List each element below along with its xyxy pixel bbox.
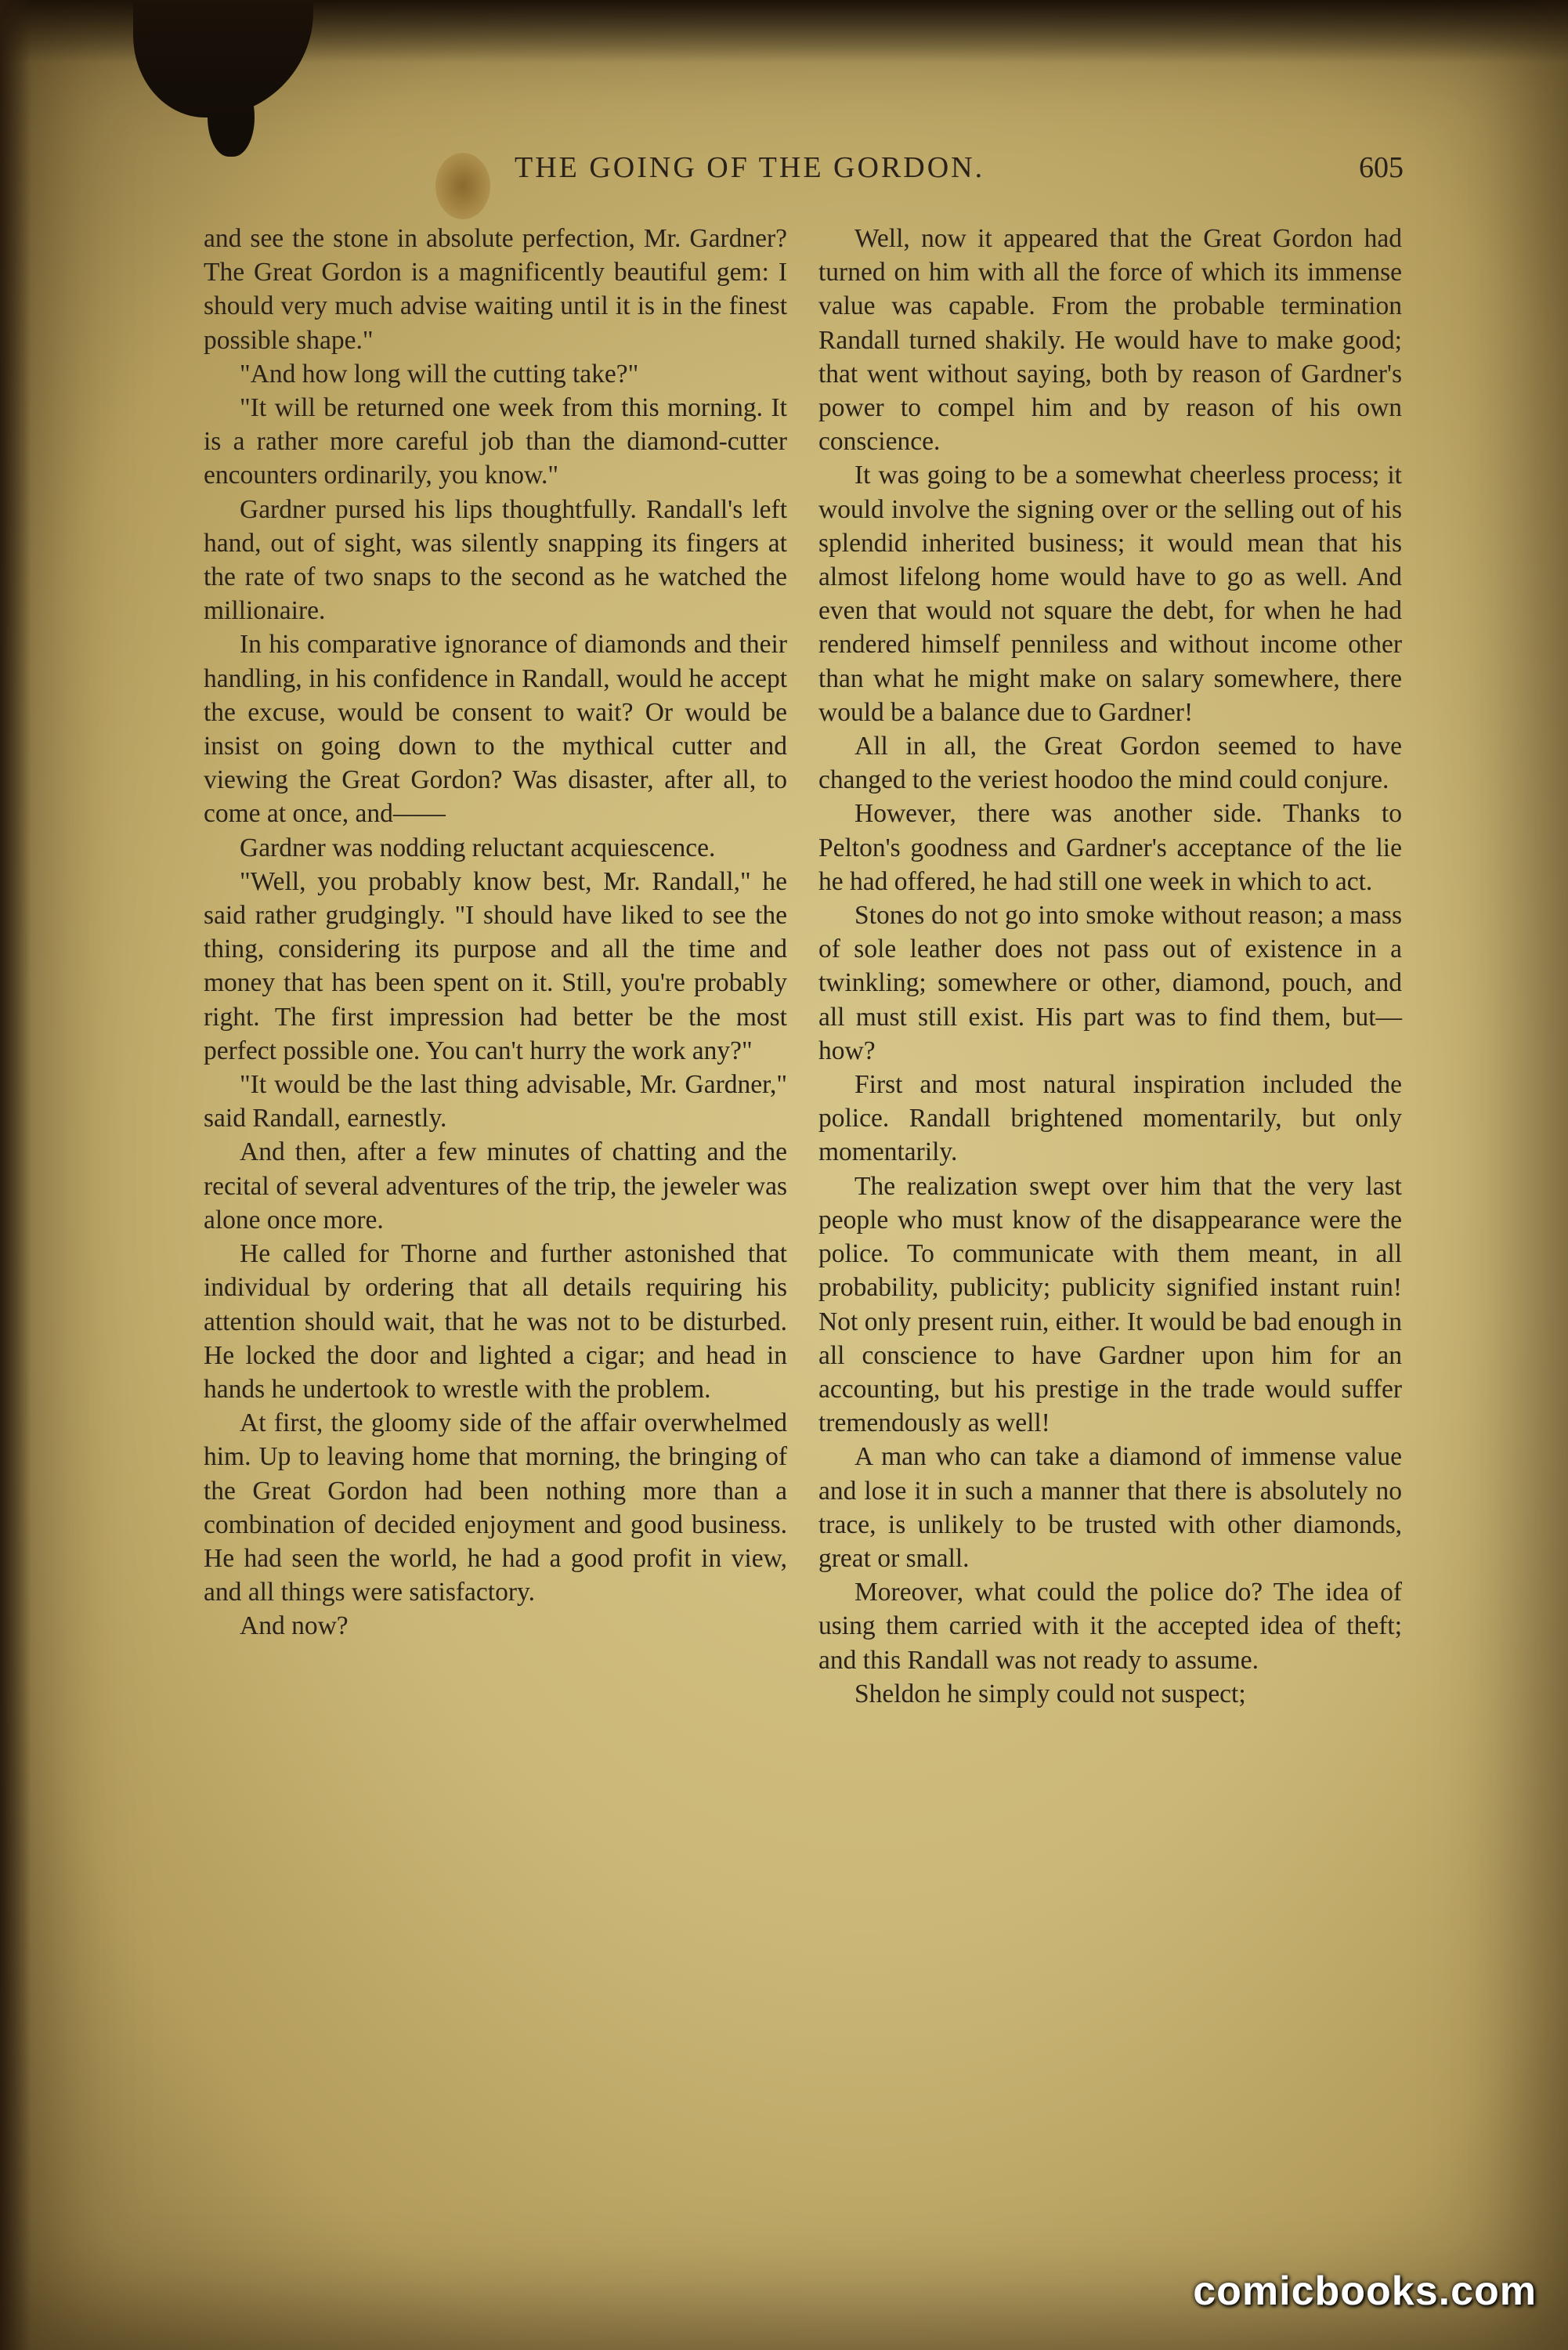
paragraph: "It will be returned one week from this morning. It is a rather more careful job than the diamond-cutter encounters ordinarily, you know." [204,393,787,490]
watermark: comicbooks.com [1193,2269,1537,2314]
paragraph: And now? [240,1611,349,1641]
running-title: THE GOING OF THE GORDON. [515,151,985,184]
paragraph: Well, now it appeared that the Great Gordon had turned on him with all the force of which its immense value was capable. From the probable termination Randall turned shakily. He would have to make good; that went without saying, both by reason of Gardner's power to compel him and by reason of his own conscience. [818,224,1402,457]
paragraph: It was going to be a somewhat cheerless process; it would involve the signing over or the selling out of his splendid inherited business; it would mean that his almost lifelong home would have to go as well. And even that would not square the debt, for when he had rendered himself penniless and without income other than what he might make on salary somewhere, there would be a balance due to Gardner! [818,461,1402,727]
right-column [818,222,1402,1711]
paragraph: "And how long will the cutting take?" [240,359,639,389]
paragraph: In his comparative ignorance of diamonds and their handling, in his confidence in Randall, would he accept the excuse, would be consent to wait? Or would be insist on going down to the mythical cutter and viewing the Great Gordon? Was disaster, after all, to come at once, and—— [204,630,787,829]
left-column [204,222,787,1643]
paragraph: The realization swept over him that the very last people who must know of the disappearance were the police. To communicate with them meant, in all probability, publicity; publicity signified instant ruin! Not only present ruin, either. It would be bad enough in all conscience to have Gardner upon him for an accounting, but his prestige in the trade would suffer tremendously as well! [818,1171,1402,1438]
paragraph: All in all, the Great Gordon seemed to have changed to the veriest hoodoo the mind could conjure. [818,732,1402,795]
page-header [205,150,1404,197]
paragraph: "It would be the last thing advisable, Mr. Gardner," said Randall, earnestly. [204,1070,787,1133]
paragraph: However, there was another side. Thanks to Pelton's goodness and Gardner's acceptance of the lie he had offered, he had still one week in which to act. [818,799,1402,896]
paragraph: And then, after a few minutes of chatting and the recital of several adventures of the trip, the jeweler was alone once more. [204,1137,787,1235]
paragraph: First and most natural inspiration included the police. Randall brightened momentarily, but only momentarily. [818,1070,1402,1167]
paragraph: A man who can take a diamond of immense value and lose it in such a manner that there is absolutely no trace, is unlikely to be trusted with other diamonds, great or small. [818,1442,1402,1573]
paragraph: and see the stone in absolute perfection, Mr. Gardner? The Great Gordon is a magnificently beautiful gem: I should very much advise waiting until it is in the finest possible shape." [204,224,787,355]
paragraph: "Well, you probably know best, Mr. Randall," he said rather grudgingly. "I should have liked to see the thing, considering its purpose and all the time and money that has been spent on it. Still, you're probably right. The first impression had better be the most perfect possible one. You can't hurry the work any?" [204,866,787,1065]
paragraph: He called for Thorne and further astonished that individual by ordering that all details requiring his attention should wait, that he was not to be disturbed. He locked the door and lighted a cigar; and head in hands he undertook to wrestle with the problem. [204,1239,787,1404]
torn-left-edge [0,0,31,2350]
paragraph: Gardner pursed his lips thoughtfully. Randall's left hand, out of sight, was silently snapping its fingers at the rate of two snaps to the second as he watched the millionaire. [204,494,787,626]
paragraph: Gardner was nodding reluctant acquiescence. [240,833,716,862]
paragraph: Stones do not go into smoke without reason; a mass of sole leather does not pass out of existence in a twinkling; somewhere or other, diamond, pouch, and all must still exist. His part was to find them, but—how? [818,901,1402,1065]
paragraph: At first, the gloomy side of the affair overwhelmed him. Up to leaving home that morning, the bringing of the Great Gordon had been nothing more than a combination of decided enjoyment and good business. He had seen the world, he had a good profit in view, and all things were satisfactory. [204,1408,787,1607]
paragraph: Sheldon he simply could not suspect; [854,1679,1246,1708]
paragraph: Moreover, what could the police do? The idea of using them carried with it the accepted idea of theft; and this Randall was not ready to assume. [818,1578,1402,1675]
page-number: 605 [1359,151,1404,184]
